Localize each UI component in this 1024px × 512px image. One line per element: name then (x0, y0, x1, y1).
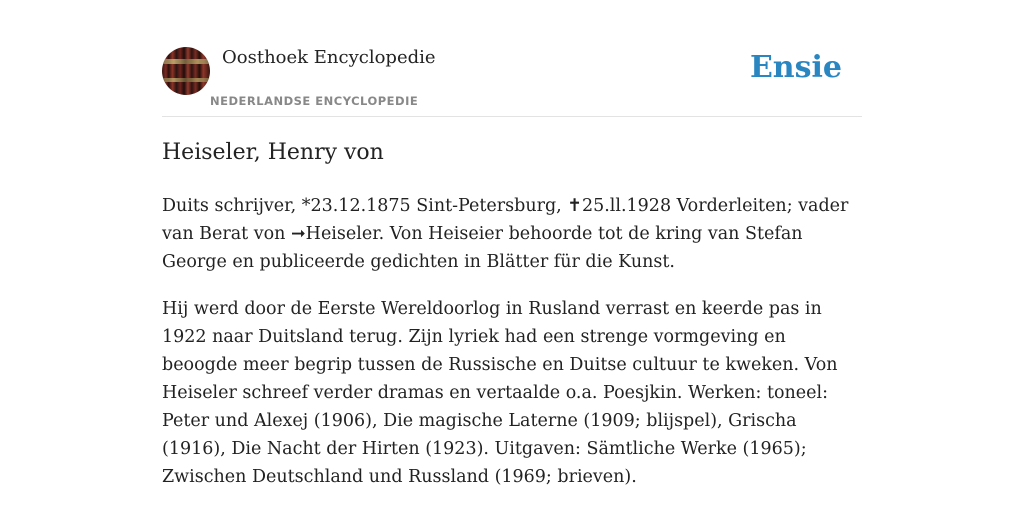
logo-band-top (162, 59, 210, 64)
entry-paragraph-2: Hij werd door de Eerste Wereldoorlog in Rusland verrast en keerde pas in 1922 naar Duitsland terug. Zijn lyriek had een strenge vormgeving en beoogde meer begrip tussen de Russische en Duitse cultuur te kweken. Von Heiseler schreef verder dramas en vertaalde o.a. Poesjkin. Werken: toneel: Peter und Alexej (1906), Die magische Laterne (1909; blijspel), Grischa (1916), Die Nacht der Hirten (1923). Uitgaven: Sämtliche Werke (1965); Zwischen Deutschland und Russland (1969; brieven). (162, 299, 838, 487)
entry-paragraph-1: Duits schrijver, *23.12.1875 Sint-Petersburg, ✝25.ll.1928 Vorderleiten; vader van Berat von ➞Heiseler. Von Heiseier behoorde tot de kring van Stefan George en publiceerde gedichten in Blätter für die Kunst. (162, 196, 849, 272)
logo-band-bottom (162, 78, 210, 82)
source-subtitle: NEDERLANDSE ENCYCLOPEDIE (210, 94, 419, 108)
ensie-brand-logo[interactable]: Ensie (749, 50, 842, 85)
source-title-link[interactable]: Oosthoek Encyclopedie (222, 47, 436, 68)
entry-title: Heiseler, Henry von (162, 140, 384, 165)
site-header (162, 44, 862, 117)
encyclopedia-books-logo[interactable] (162, 47, 210, 95)
entry-content (162, 192, 862, 510)
